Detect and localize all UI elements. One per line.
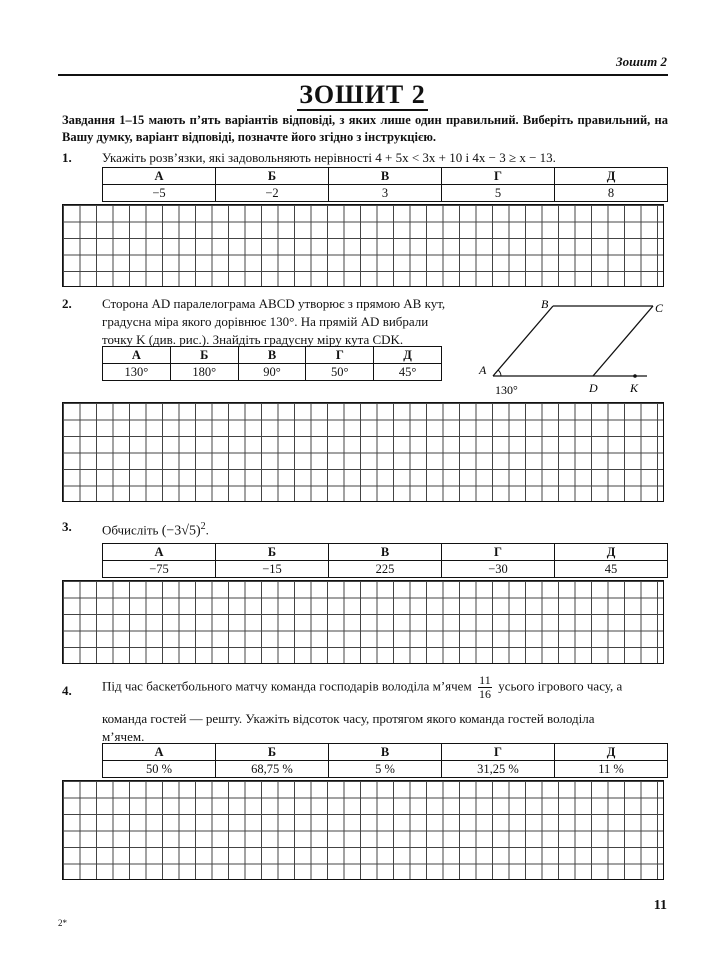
option-letter: Д [555,744,668,761]
question-3-text: Обчисліть $(-3√5)^2$. [102,521,209,539]
label-k: K [630,381,639,395]
option-letter: А [103,744,216,761]
option-letter: А [103,347,171,364]
option-value: −15 [216,561,329,578]
option-value: 68,75 % [216,761,329,778]
option-value: 5 % [329,761,442,778]
point-k [633,374,637,378]
expression: (−3√5) [161,523,201,539]
option-value: 90° [238,364,306,381]
fraction: $\frac{11}{16}$ [478,673,491,701]
label-c: C [655,301,664,315]
question-4-text: Під час баскетбольного матчу команда господарів володіла м’ячем $\frac{11}{16}$ усього ігрового часу, а [102,673,623,701]
question-1-answer-table [102,167,668,202]
question-1-draft-grid [62,204,664,287]
option-letter: А [103,168,216,185]
question-4-number: 4. [62,683,72,698]
option-letter: Г [306,347,374,364]
option-value: 50° [306,364,374,381]
option-value: 225 [329,561,442,578]
question-1-number: 1. [62,150,72,165]
question-3-number: 3. [62,519,72,534]
option-letter: В [329,744,442,761]
question-2-answer-table [102,346,442,381]
option-letter: Б [216,744,329,761]
option-value: 45° [374,364,442,381]
option-letter: Б [216,544,329,561]
option-value: 180° [170,364,238,381]
side-cd [593,306,653,376]
question-1-text: Укажіть розв’язки, які задовольняють нерівності 4 + 5x < 3x + 10 і 4x − 3 ≥ x − 13. [102,150,556,165]
option-value: −30 [442,561,555,578]
question-2-text: Сторона AD паралелограма ABCD утворює з прямою AB кут, градусна міра якого дорівнює 130°. На прямій AD вибрали точку K (див. рис.). Знайдіть градусну міру кута CDK. [102,296,446,347]
option-value: 130° [103,364,171,381]
parallelogram-figure [465,296,675,400]
option-value: −2 [216,185,329,202]
option-letter: Г [442,744,555,761]
label-b: B [541,297,549,311]
signature-mark: 2* [58,918,67,928]
angle-arc [498,370,501,376]
label-a: A [479,363,487,377]
page-number: 11 [653,898,667,913]
label-d: D [589,381,598,395]
option-letter: Г [442,544,555,561]
option-value: 8 [555,185,668,202]
question-4-answer-table [102,743,668,778]
option-value: 3 [329,185,442,202]
question-2-number: 2. [62,296,72,311]
question-3-answer-table [102,543,668,578]
option-letter: А [103,544,216,561]
option-letter: В [329,168,442,185]
header-rule [58,74,668,76]
option-letter: Г [442,168,555,185]
exponent: 2 [200,521,206,532]
option-value: −5 [103,185,216,202]
question-4-text-continued: команда гостей — решту. Укажіть відсоток часу, протягом якого команда гостей володіла м’ячем. [102,711,595,744]
side-ab [493,306,553,376]
option-letter: В [238,347,306,364]
option-letter: Д [555,544,668,561]
instructions: Завдання 1–15 мають п’ять варіантів відповіді, з яких лише один правильний. Виберіть правильний, на Вашу думку, варіант відповіді, позначте його згідно з інструкцією. [62,113,668,144]
option-value: −75 [103,561,216,578]
question-2-draft-grid [62,402,664,502]
option-letter: Б [170,347,238,364]
option-letter: Д [555,168,668,185]
option-value: 11 % [555,761,668,778]
option-value: 31,25 % [442,761,555,778]
page-title: ЗОШИТ 2 [299,80,426,109]
option-value: 50 % [103,761,216,778]
option-value: 45 [555,561,668,578]
option-value: 5 [442,185,555,202]
angle-label: 130° [495,383,518,397]
header-label: Зошит 2 [615,54,667,69]
option-letter: Д [374,347,442,364]
option-letter: В [329,544,442,561]
option-letter: Б [216,168,329,185]
question-3-draft-grid [62,580,664,664]
question-4-draft-grid [62,780,664,880]
